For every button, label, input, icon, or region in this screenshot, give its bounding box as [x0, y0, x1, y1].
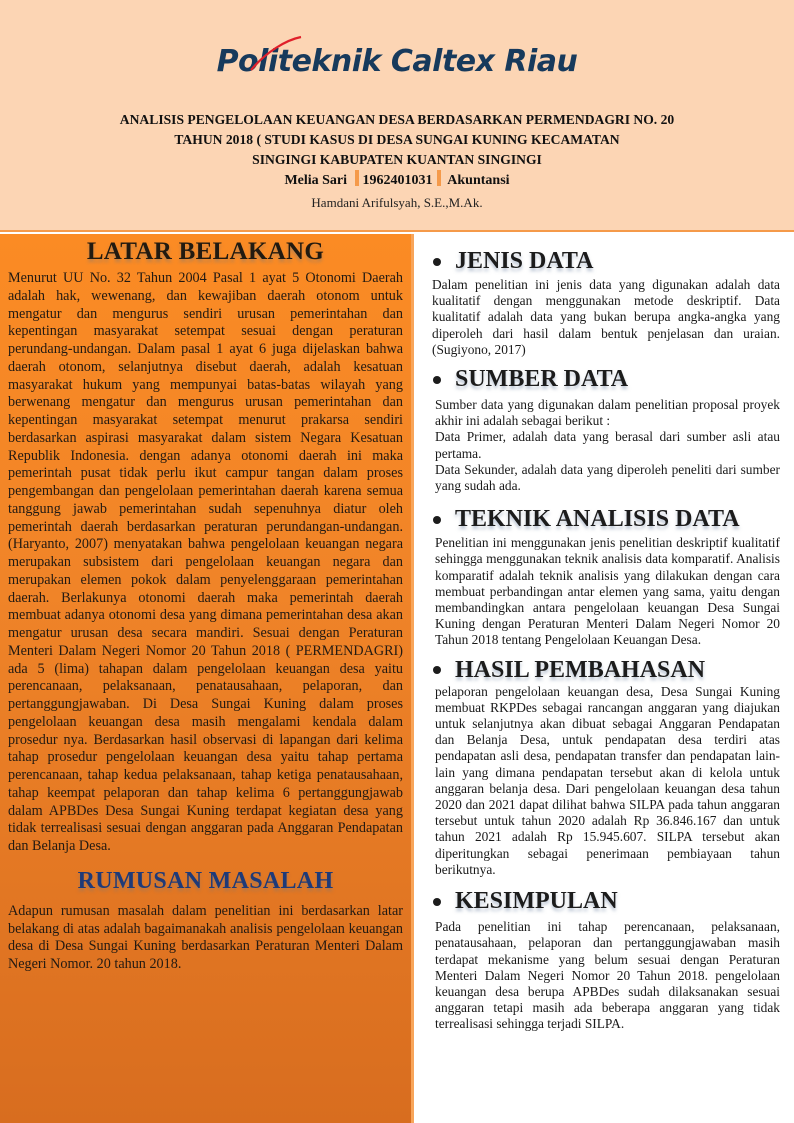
advisor-name: Hamdani Arifulsyah, S.E.,M.Ak. [311, 195, 483, 210]
section-teknik-analisis [429, 506, 780, 533]
heading-jenis-data: JENIS DATA [455, 248, 594, 274]
heading-hasil-pembahasan: HASIL PEMBAHASAN [455, 656, 706, 683]
heading-rumusan-masalah: RUMUSAN MASALAH [77, 867, 334, 894]
author-line [60, 170, 734, 191]
title-line: TAHUN 2018 ( STUDI KASUS DI DESA SUNGAI KUNING KECAMATAN [174, 132, 620, 147]
section-sumber-data [429, 366, 780, 393]
logo-swoosh-icon [231, 34, 321, 74]
author-nim: 1962401031 [362, 173, 433, 188]
separator-bar [437, 170, 441, 186]
poster-header [0, 0, 794, 232]
author-program: Akuntansi [447, 173, 510, 188]
sumber-data-paragraph: Sumber data yang digunakan dalam penelitian proposal proyek akhir ini adalah sebagai berikut : [435, 397, 780, 429]
title-line: ANALISIS PENGELOLAAN KEUANGAN DESA BERDASARKAN PERMENDAGRI NO. 20 [119, 112, 675, 127]
author-name: Melia Sari [284, 173, 348, 188]
bullet-dot-icon [433, 516, 441, 524]
jenis-data-text: Dalam penelitian ini jenis data yang digunakan adalah data kualitatif dengan menggunakan metode deskriptif. Data kualitatif adalah data yang bukan berupa angka-angka yang diperoleh dari hasil dalam bentuk penjelasan dan uraian.(Sugiyono, 2017) [432, 277, 780, 357]
section-jenis-data [429, 248, 780, 275]
bullet-dot-icon [433, 666, 441, 674]
section-kesimpulan [429, 888, 780, 915]
sumber-data-text [429, 397, 780, 494]
title-line: SINGINGI KABUPATEN KUANTAN SINGINGI [252, 152, 542, 167]
sumber-data-paragraph: Data Sekunder, adalah data yang diperoleh peneliti dari sumber yang sudah ada. [435, 461, 780, 494]
institution-logo [0, 44, 794, 79]
teknik-analisis-text: Penelitian ini menggunakan jenis penelitian deskriptif kualitatif sehingga menggunakan teknik analisis data komparatif. Analisis komparatif adalah teknik analisis yang dilakukan dengan cara membuat perbandingan antar elemen yang sama, yaitu dengan membandingkan antara pengelolaan keuangan Desa Sungai Kuning dengan Peraturan Menteri Dalam Negeri Nomor 20 Tahun 2018 tentang Pengelolaan Keuangan Desa. [435, 535, 780, 648]
bullet-dot-icon [433, 898, 441, 906]
latar-belakang-text: Menurut UU No. 32 Tahun 2004 Pasal 1 ayat 5 Otonomi Daerah adalah hak, wewenang, dan kewajiban daerah otonom untuk mengatur dan mengurus sendiri urusan pemerintahan dan kepentingan masyarakat setempat sesuai dengan peraturan perundang-undangan. Dalam pasal 1 ayat 6 juga dijelaskan bahwa daerah otonom, selanjutnya disebut daerah, adalah kesatuan masyarakat hukum yang mempunyai batas-batas wilayah yang berwenang mengatur dan mengurus urusan pemerintahan dan kepentingan masyarakat setempat menurut prakarsa sendiri berdasarkan aspirasi masyarakat dalam sistem Negara Kesatuan Republik Indonesia. dengan adanya otonomi daerah ini maka pemerintah pusat tidak perlu ikut campur tangan dalam proses pengembangan dan pengelolaan pemerintahan daerah karena semua tanggung jawab pemerintahan sudah sepenuhnya diatur oleh pemerintah daerah berdasarkan peraturan perundangan-undangan. (Haryanto, 2007) menyatakan bahwa pengelolaan keuangan negara merupakan subsistem dari pengelolaan keuangan negara dan merupakan elemen pokok dalam penyelenggaraan pemerintahan daerah. Berlakunya otonomi daerah maka pemerintah daerah membuat adanya otonomi desa yang dimana pemerintahan desa akan mengatur urusan desa secara mandiri. Sesuai dengan Peraturan Menteri Dalam Negeri Nomor 20 Tahun 2018 ( PERMENDAGRI) ada 5 (lima) tahapan dalam pengelolaan keuangan desa yaitu perencanaan, pelaksanaan, penatausahaan, pelaporan, dan pertanggungjawaban. Di Desa Sungai Kuning dalam proses pengelolaan keuangan desa masih mengalami kendala dalam prosedur nya. Berdasarkan hasil observasi di lapangan dari kelima tahap prosedur pengelolaan keuangan desa yaitu tahap pertama perencanaan, tahap kedua pelaksanaan, tahap ketiga penatausahaan, tahap keempat pelaporan dan tahap kelima 6 pertanggungjawab dalam APBDes Desa Sungai Kuning terdapat kegiatan desa yang tidak terrealisasi sesuai dengan anggaran pada Anggaran Pendapatan dan Belanja Desa. [8, 270, 403, 854]
poster-title [60, 110, 734, 191]
sumber-data-paragraph: Data Primer, adalah data yang berasal dari sumber asli atau pertama. [435, 429, 780, 461]
section-hasil-pembahasan [429, 657, 780, 684]
heading-sumber-data: SUMBER DATA [455, 366, 629, 393]
heading-latar-belakang: LATAR BELAKANG [86, 238, 325, 265]
right-column [417, 234, 794, 1123]
heading-teknik-analisis: TEKNIK ANALISIS DATA [455, 506, 740, 533]
heading-kesimpulan: KESIMPULAN [455, 888, 618, 915]
bullet-dot-icon [433, 376, 441, 384]
separator-bar [355, 170, 359, 186]
kesimpulan-text: Pada penelitian ini tahap perencanaan, pelaksanaan, penatausahaan, pelaporan dan pertanggungjawaban masih terdapat mekanisme yang belum sesuai dengan Peraturan Menteri Dalam Negeri Nomor 20 Tahun 2018. pengelolaan keuangan desa berupa APBDes sudah dilaksanakan sesuai anggaran tetapi masih ada beberapa anggaran yang tidak terrealisasi sehingga terjadi SILPA. [435, 919, 780, 1032]
left-column [0, 234, 414, 1123]
logo-text: Politeknik Caltex Riau [216, 44, 578, 79]
bullet-dot-icon [433, 258, 441, 266]
hasil-pembahasan-text: pelaporan pengelolaan keuangan desa, Desa Sungai Kuning membuat RKPDes sebagai rancangan anggaran yang diajukan untuk selanjutnya akan dibuat sebagai Anggaran Pendapatan dan Belanja Desa, untuk pendapatan desa terdiri atas pendapatan asli desa, pendapatan transfer dan pendapatan lain-lain yang dimana pendapatan tersebut akan di kelola untuk anggaran belanja desa. Dari pengelolaan keuangan desa tahun 2020 dan 2021 dapat dilihat bahwa SILPA pada tahun anggaran tersebut untuk tahun 2020 adalah Rp 36.846.167 dan untuk tahun 2021 adalah Rp 15.945.607. SILPA tersebut akan diperitungkan sebagai penerimaan pembiayaan tahun berikutnya. [435, 683, 780, 877]
rumusan-masalah-text: Adapun rumusan masalah dalam penelitian ini berdasarkan latar belakang di atas adalah bagaimanakah analisis pengelolaan keuangan desa di Desa Sungai Kuning berdasarkan Peraturan Menteri Dalam Negeri Nomor. 20 tahun 2018. [8, 902, 403, 972]
logo-wordmark [217, 44, 578, 79]
